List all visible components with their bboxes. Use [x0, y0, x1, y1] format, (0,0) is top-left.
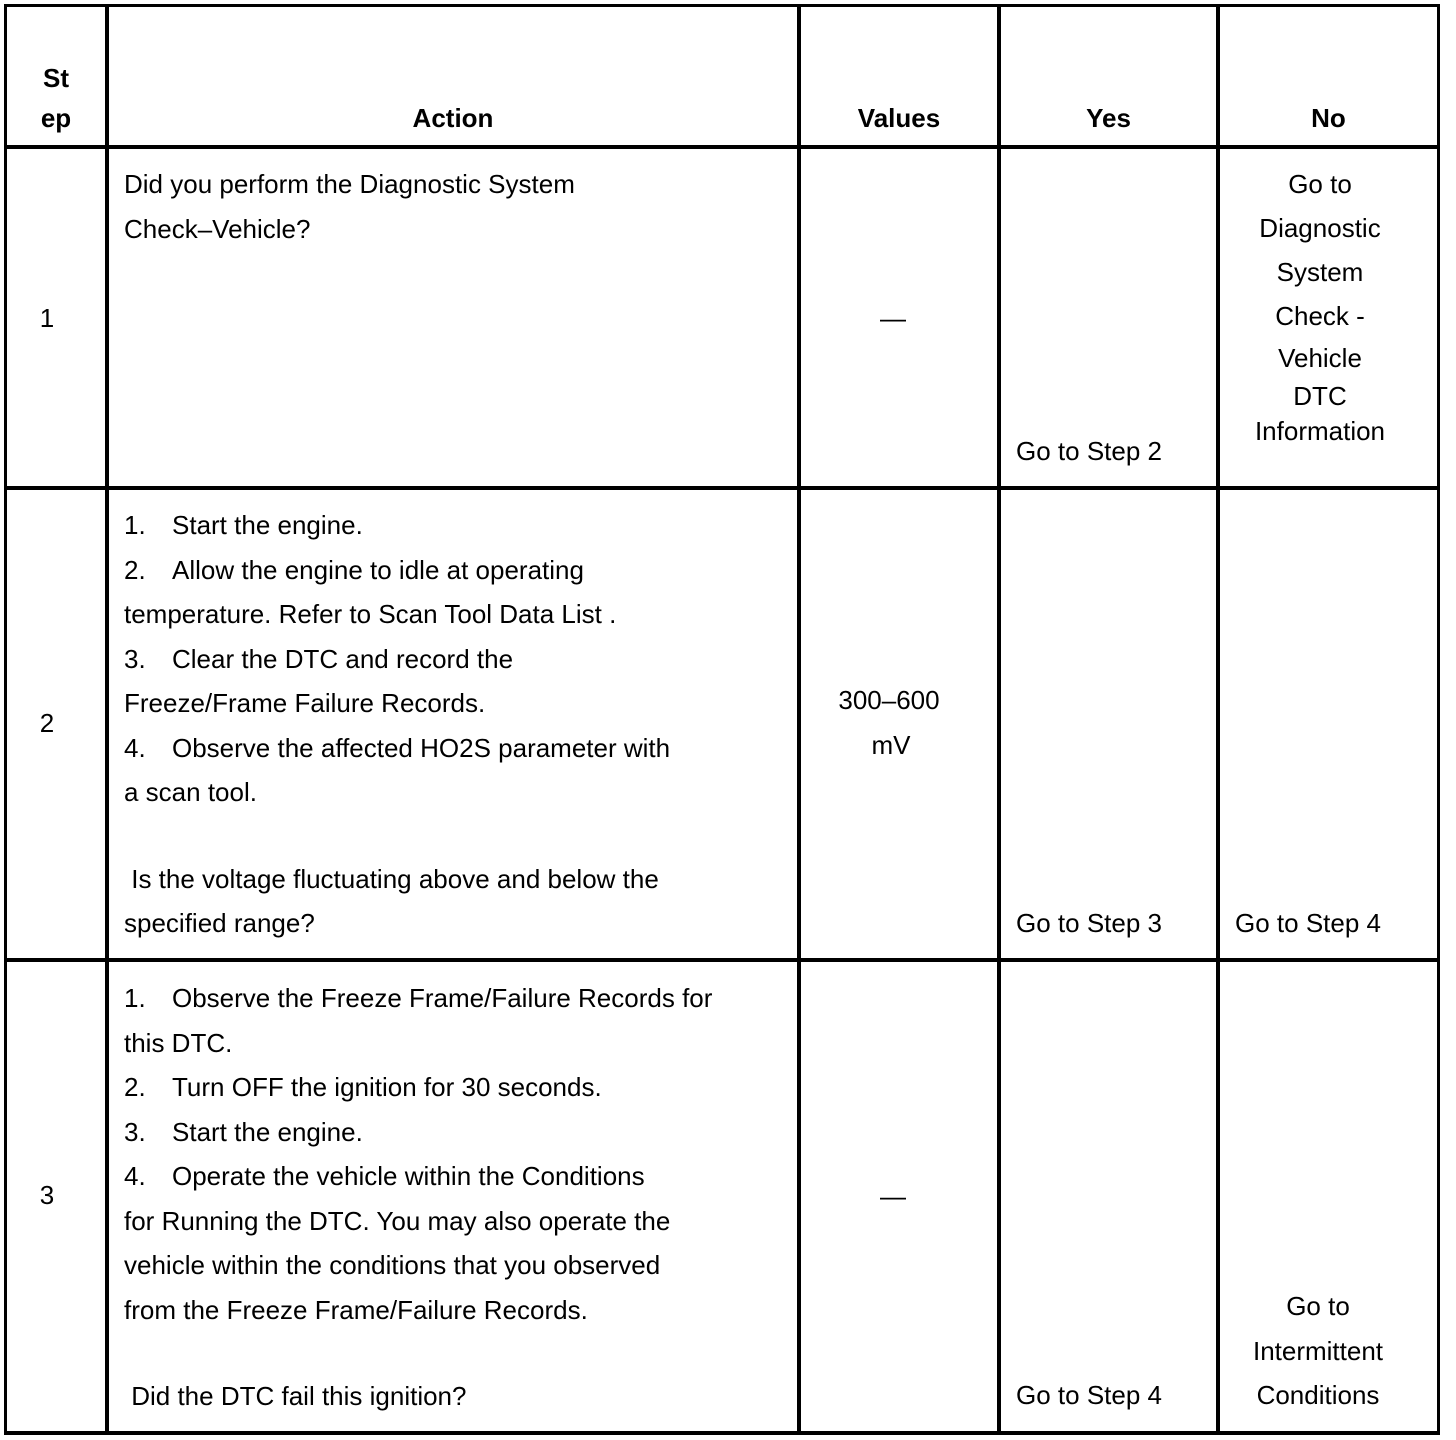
header-yes: Yes [1086, 103, 1131, 133]
row3-action-item4-cont2: vehicle within the conditions that you observed [124, 1250, 661, 1280]
header-no: No [1311, 103, 1346, 133]
list-text: Turn OFF the ignition for 30 seconds. [172, 1072, 602, 1102]
header-step [7, 58, 105, 138]
row1-no-line6: DTC [1293, 381, 1347, 411]
list-text: Start the engine. [172, 510, 363, 540]
col-divider-values [997, 4, 1001, 1435]
row3-action-item1 [124, 976, 712, 1021]
row1-no-line4: Check - [1275, 301, 1365, 331]
list-text: Allow the engine to idle at operating [172, 554, 584, 585]
row3-action-item2 [124, 1065, 712, 1110]
row3-action-item4-cont3: from the Freeze Frame/Failure Records. [124, 1294, 588, 1325]
header-divider [4, 145, 1440, 149]
row2-action-item4 [124, 726, 670, 771]
list-text: Start the engine. [172, 1116, 363, 1147]
row-divider-2 [4, 958, 1440, 962]
list-number: 2. [124, 554, 146, 585]
row1-no [1220, 162, 1420, 448]
row2-yes: Go to Step 3 [1016, 908, 1162, 938]
table-border-bottom [4, 1431, 1440, 1435]
table-border-top [4, 4, 1440, 7]
header-step-line2: ep [40, 103, 72, 133]
row2-values-line1: 300–600 [838, 685, 940, 715]
row3-action-item1-cont: this DTC. [124, 1027, 233, 1058]
list-text: Observe the affected HO2S parameter with [172, 732, 671, 763]
row3-values: — [880, 1181, 906, 1211]
row2-action-question-line2: specified range? [124, 908, 315, 938]
row1-no-line5: Vehicle [1278, 343, 1362, 373]
row3-action-item4 [124, 1154, 712, 1199]
row3-action-item4-cont1: for Running the DTC. You may also operate the [124, 1205, 671, 1236]
list-number: 3. [124, 643, 146, 674]
row-divider-1 [4, 486, 1440, 490]
row2-values [801, 678, 977, 767]
row2-action-item4-cont: a scan tool. [124, 777, 257, 807]
list-text: Observe the Freeze Frame/Failure Records for [172, 983, 713, 1013]
row3-no [1220, 1284, 1416, 1418]
header-step-line1: St [43, 63, 69, 93]
header-action: Action [412, 103, 494, 133]
row3-action-question: Did the DTC fail this ignition? [124, 1381, 467, 1411]
row1-no-line7: Information [1254, 416, 1386, 446]
row1-action-line1: Did you perform the Diagnostic System [124, 169, 575, 199]
row2-action-item1 [124, 503, 670, 548]
row3-no-line2: Intermittent [1252, 1335, 1384, 1366]
list-number: 2. [124, 1072, 146, 1102]
row1-no-line3: System [1276, 257, 1364, 287]
row1-no-line1: Go to [1288, 169, 1352, 199]
row3-step: 3 [39, 1180, 55, 1210]
row2-action-question-line1: Is the voltage fluctuating above and below the [124, 863, 659, 894]
row3-action-spacer [124, 1332, 712, 1374]
list-text: Operate the vehicle within the Conditions [172, 1161, 645, 1191]
col-divider-step [105, 4, 109, 1435]
header-values: Values [857, 103, 941, 133]
row3-action [124, 976, 712, 1419]
row2-action [124, 503, 670, 946]
row2-step: 2 [39, 708, 55, 738]
list-number: 3. [124, 1116, 146, 1147]
row3-no-line3: Conditions [1256, 1380, 1380, 1410]
row1-step: 1 [39, 303, 55, 333]
row3-no-line1: Go to [1286, 1291, 1350, 1321]
list-number: 4. [124, 732, 146, 763]
list-number: 1. [124, 983, 146, 1013]
row2-action-item3 [124, 637, 670, 682]
row3-action-item3 [124, 1110, 712, 1155]
list-text: Clear the DTC and record the [172, 643, 514, 674]
row2-action-spacer [124, 815, 670, 857]
row3-yes: Go to Step 4 [1016, 1380, 1162, 1410]
row1-action [124, 162, 575, 251]
row1-no-line2: Diagnostic [1259, 213, 1381, 243]
list-number: 1. [124, 510, 146, 540]
row2-action-item2 [124, 548, 670, 593]
row1-yes: Go to Step 2 [1016, 436, 1162, 466]
row2-action-item2-cont: temperature. Refer to Scan Tool Data List . [124, 599, 617, 629]
list-number: 4. [124, 1161, 146, 1191]
row2-no: Go to Step 4 [1235, 908, 1381, 938]
row1-action-line2: Check–Vehicle? [124, 213, 311, 244]
row2-values-line2: mV [871, 729, 911, 760]
table-border-right [1437, 4, 1440, 1435]
row2-action-item3-cont: Freeze/Frame Failure Records. [124, 688, 486, 718]
row1-values: — [880, 303, 906, 333]
